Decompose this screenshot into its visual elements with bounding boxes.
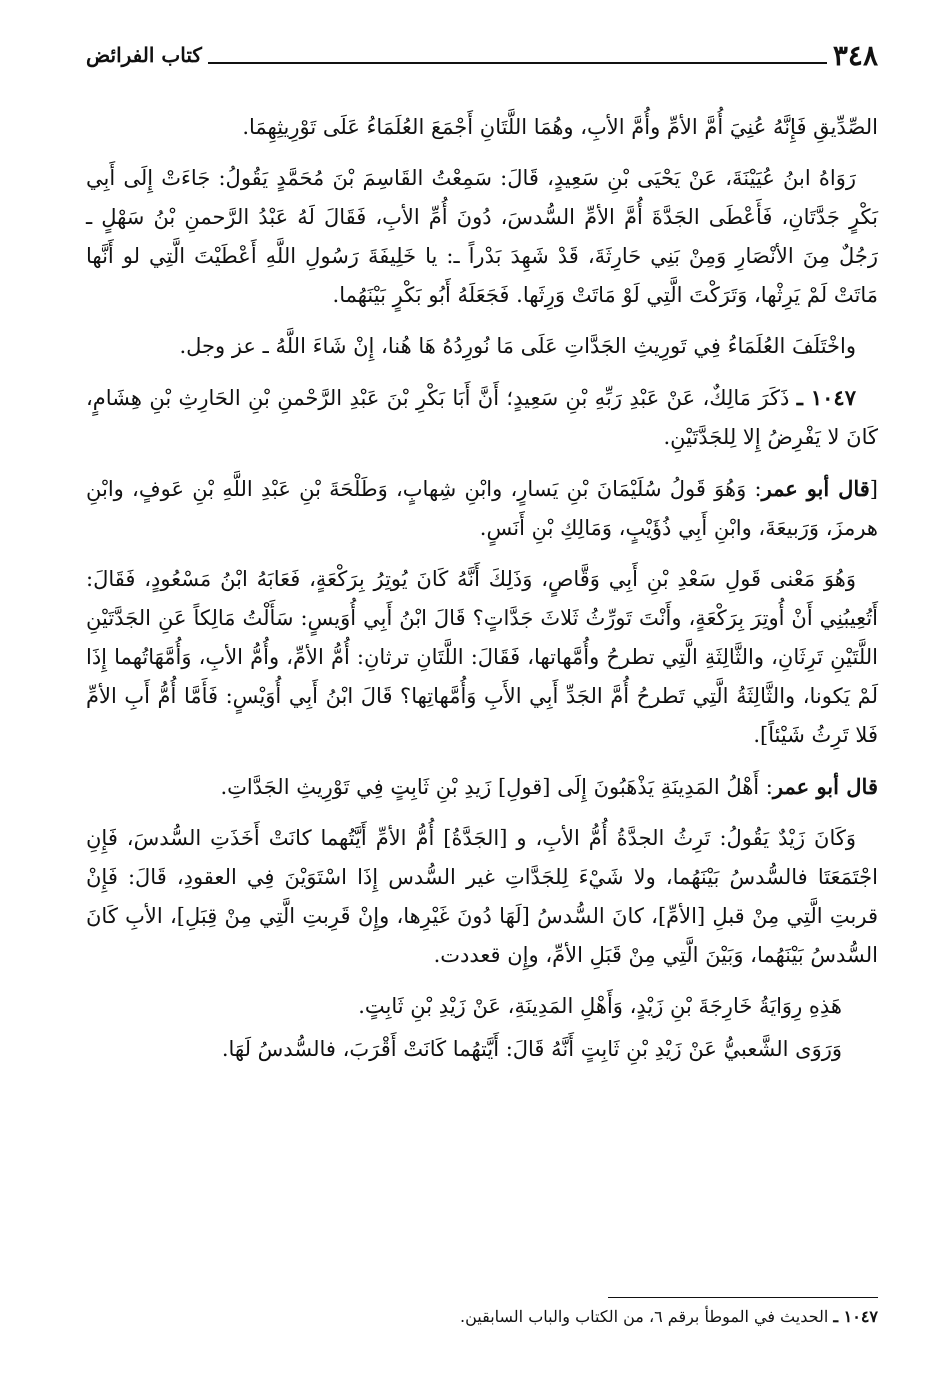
- speaker-label: قال أبو عمر: [772, 774, 878, 799]
- commentary-paragraph: [86, 469, 878, 548]
- paragraph: وَهُوَ مَعْنى قَولِ سَعْدِ بْنِ أَبِي وَقَّاصٍ، وَذَلِكَ أَنَّهُ كَانَ يُوتِرُ بِرَكْعَةٍ، فَعَابَهُ ابْنُ مَسْعُودٍ، فَقَالَ: أَتُعِيبُنِي أَنْ أُوتِرَ بِرَكْعَةٍ، وأَنْتَ تَورِّثُ ثَلاثَ جَدَّاتٍ؟ قَالَ ابْنُ أَبِي أُوَيسٍ: سَأَلْتُ مَالِكاً عَنِ الجَدَّتَيْنِ اللَّتَيْنِ تَرِثَانِ، والثَّالِثَةِ الَّتِي تطرحُ وأُمَّهاتها، فَقَالَ: اللَّتَانِ ترثانِ: أُمُّ الأمِّ، وأُمُّ الأبِ، وَأُمَّهَاتُهما إِذَا لَمْ يَكونا، والثَّالِثَةُ الَّتِي تَطرحُ أُمَّ الجَدِّ أَبِي الأَبِ وَأُمَّهاتِها؟ قَالَ ابْنُ أَبِي أُوَيْسٍ: فَأَمَّا أُمُّ أَبِ الأمِّ فَلا تَرِثُ شَيْئاً].: [86, 567, 878, 747]
- paragraph: الصِّدِّيقِ فَإِنَّهُ عُنِيَ أُمَّ الأمِّ وأُمَّ الأبِ، وهُمَا اللَّتَانِ أَجْمَعَ العُلَمَاءُ عَلَى تَوْرِيثِهِمَا.: [242, 115, 878, 139]
- paragraph: وَكَانَ زَيْدٌ يَقُولُ: تَرِثُ الجدَّةُ أُمُّ الأبِ، و [الجَدَّةُ] أُمُّ الأمِّ أَيَّتُهما كانَتْ أَخَذَتِ السُّدسَ، فَإِنِ اجْتَمَعَتَا فالسُّدسُ بَيْنَهُما، ولا شَيْءَ لِلجَدَّاتِ غير السُّدس إِذَا اسْتَوَيْنَ فِي العقودِ، قَالَ: فَإِنْ قربتِ الَّتِي مِنْ قبلِ [الأمِّ]، كانَ السُّدسُ [لَهَا دُونَ غَيْرِها، وإِنْ قَرِبتِ الَّتِي مِنْ قِبَلِ]، الأبِ كَانَ السُّدسُ بَيْنَهُما، وَبَيْنَ الَّتِي مِنْ قَبَلِ الأمِّ، وإِن قعددت.: [86, 826, 878, 967]
- bracket-open: [: [869, 477, 878, 501]
- footnote: [86, 1304, 878, 1330]
- hadith-paragraph: [86, 378, 878, 457]
- paragraph: واخْتَلَفَ العُلَمَاءُ فِي تَورِيثِ الجَدَّاتِ عَلَى مَا نُورِدُهُ هَا هُنا، إِنْ شَاءَ اللَّهُ ـ عز وجل.: [179, 334, 856, 358]
- page-number: ٣٤٨: [832, 38, 878, 72]
- hadith-number: ١٠٤٧ ـ: [796, 385, 856, 410]
- commentary-text: : وَهُوَ قَولُ سُلَيْمَانَ بْنِ يَسارٍ، وابْنِ شِهابٍ، وَطَلْحَةَ بْنِ عَبْدِ اللَّهِ بْنِ عَوفٍ، وابْنِ هرمزَ، وَرَبيعَةَ، وابْنِ أَبِي ذُؤَيْبٍ، وَمَالِكِ بْنِ أَنَسٍ.: [86, 477, 878, 540]
- footnote-number: ١٠٤٧ ـ: [833, 1307, 878, 1326]
- header-divider: [208, 62, 827, 64]
- speaker-label: قال أبو عمر: [761, 476, 870, 501]
- book-title: كتاب الفرائض: [86, 43, 202, 67]
- commentary-text: : أَهْلُ المَدِينَةِ يَذْهَبُونَ إِلَى [قولِ] زَيدِ بْنِ ثَابِتٍ فِي تَوْرِيثِ الجَدَّاتِ.: [220, 775, 773, 799]
- main-text: [86, 108, 878, 1073]
- hadith-text: ذَكَرَ مَالِكٌ، عَنْ عَبْدِ رَبِّهِ بْنِ سَعِيدٍ؛ أَنَّ أَبَا بَكْرِ بْنَ عَبْدِ الرَّحْمنِ بْنِ الحَارِثِ بْنِ هِشَامٍ، كَانَ لا يَفْرِضُ إِلا لِلجَدَّتَيْنِ.: [86, 386, 878, 449]
- closing-line: وَرَوَى الشَّعبيُّ عَنْ زَيْدِ بْنِ ثَابِتٍ أَنَّهُ قَالَ: أَيَّتهُما كَانَتْ أَقْرَبَ، فالسُّدسُ لَهَا.: [221, 1037, 842, 1061]
- footnote-divider: [608, 1297, 878, 1298]
- page-header: [86, 38, 878, 72]
- footnote-text: الحديث في الموطأ برقم ٦، من الكتاب والباب السابقين.: [460, 1307, 829, 1326]
- paragraph: رَوَاهُ ابنُ عُيَيْنَةَ، عَنْ يَحْيَى بْنِ سَعِيدٍ، قَالَ: سَمِعْتُ القَاسِمَ بْنَ مُحَمَّدٍ يَقُولُ: جَاءَتْ إِلَى أَبِي بَكْرٍ جَدَّتَانِ، فَأَعْطَى الجَدَّةَ أُمَّ الأمِّ السُّدسَ، دُونَ أُمِّ الأبِ، فَقَالَ لَهُ عَبْدُ الرَّحمنِ بْنُ سَهْلٍ ـ رَجُلٌ مِنَ الأنْصَارِ وَمِنْ بَنِي حَارِثَةَ، قَدْ شَهِدَ بَدْراً ـ: يا خَلِيفَةَ رَسُولِ اللَّهِ أَعْطَيْتَ الَّتِي لو أَنَّها مَاتَتْ لَمْ يَرِثْها، وَتَرَكْتَ الَّتِي لَوْ مَاتَتْ وَرِثَها. فَجَعَلَهُ أَبُو بَكْرٍ بَيْنَهُما.: [86, 166, 878, 307]
- commentary-paragraph: [86, 767, 878, 807]
- closing-line: هَذِهِ رِوَايَةُ خَارِجَةَ بْنِ زَيْدٍ، وَأَهْلِ المَدِينَةِ، عَنْ زَيْدِ بْنِ ثَابِتٍ.: [358, 994, 842, 1018]
